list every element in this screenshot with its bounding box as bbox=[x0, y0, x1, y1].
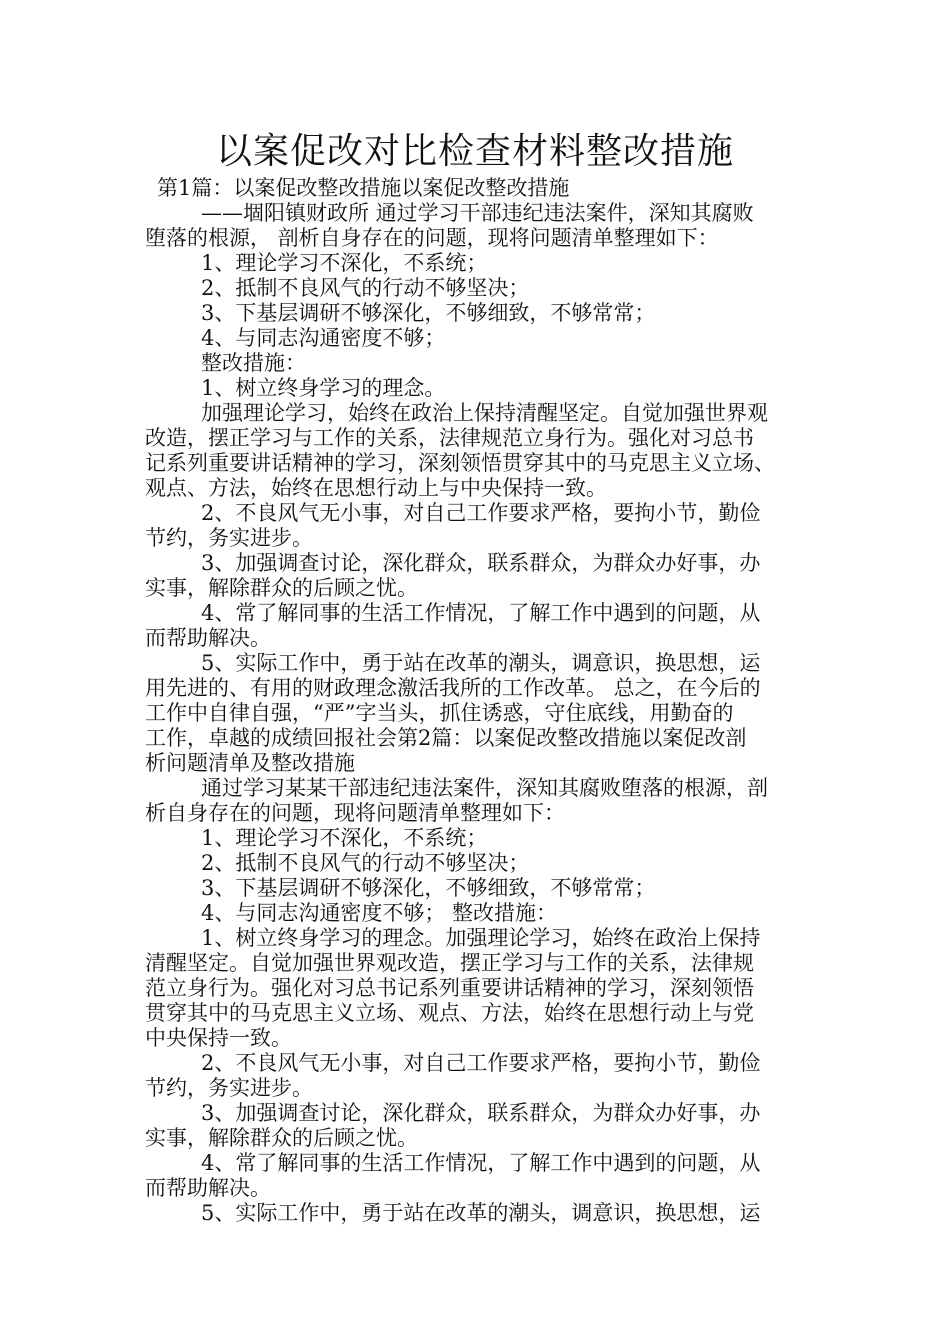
text-line: 工作，卓越的成绩回报社会第2篇：以案促改整改措施以案促改剖 bbox=[145, 726, 747, 750]
text-line: 加强理论学习，始终在政治上保持清醒坚定。自觉加强世界观 bbox=[201, 401, 768, 425]
text-line: 2、不良风气无小事，对自己工作要求严格，要拘小节，勤俭 bbox=[201, 1051, 761, 1075]
text-line: 整改措施： bbox=[201, 351, 306, 375]
section-heading-1: 第1篇：以案促改整改措施以案促改整改措施 bbox=[157, 176, 570, 200]
document-title: 以案促改对比检查材料整改措施 bbox=[215, 131, 734, 172]
text-line: 3、加强调查讨论，深化群众，联系群众，为群众办好事，办 bbox=[201, 1101, 761, 1125]
text-line: 改造，摆正学习与工作的关系，法律规范立身行为。强化对习总书 bbox=[145, 426, 754, 450]
text-line: 记系列重要讲话精神的学习，深刻领悟贯穿其中的马克思主义立场、 bbox=[145, 451, 775, 475]
text-line: 清醒坚定。自觉加强世界观改造，摆正学习与工作的关系，法律规 bbox=[145, 951, 754, 975]
text-line: 2、抵制不良风气的行动不够坚决； bbox=[201, 851, 530, 875]
text-line: 范立身行为。强化对习总书记系列重要讲话精神的学习，深刻领悟 bbox=[145, 976, 754, 1000]
text-line: 5、实际工作中，勇于站在改革的潮头，调意识，换思想，运 bbox=[201, 651, 761, 675]
text-line: 工作中自律自强，“严”字当头，抓住诱惑，守住底线，用勤奋的 bbox=[145, 701, 734, 725]
text-line: 而帮助解决。 bbox=[145, 626, 271, 650]
text-line: 5、实际工作中，勇于站在改革的潮头，调意识，换思想，运 bbox=[201, 1201, 761, 1225]
text-line: 析问题清单及整改措施 bbox=[145, 751, 355, 775]
text-line: 析自身存在的问题，现将问题清单整理如下： bbox=[145, 801, 565, 825]
text-line: 中央保持一致。 bbox=[145, 1026, 292, 1050]
text-line: 而帮助解决。 bbox=[145, 1176, 271, 1200]
text-line: 3、加强调查讨论，深化群众，联系群众，为群众办好事，办 bbox=[201, 551, 761, 575]
text-line: 4、常了解同事的生活工作情况，了解工作中遇到的问题，从 bbox=[201, 601, 761, 625]
text-line: 2、不良风气无小事，对自己工作要求严格，要拘小节，勤俭 bbox=[201, 501, 761, 525]
text-line: 4、与同志沟通密度不够； bbox=[201, 326, 446, 350]
text-line: 4、常了解同事的生活工作情况，了解工作中遇到的问题，从 bbox=[201, 1151, 761, 1175]
text-line: 1、理论学习不深化，不系统； bbox=[201, 251, 488, 275]
text-line: 节约，务实进步。 bbox=[145, 526, 313, 550]
text-line: 堕落的根源， 剖析自身存在的问题，现将问题清单整理如下： bbox=[145, 226, 719, 250]
text-line: 用先进的、有用的财政理念激活我所的工作改革。 总之，在今后的 bbox=[145, 676, 761, 700]
text-line: 实事，解除群众的后顾之忧。 bbox=[145, 1126, 418, 1150]
text-line: 节约，务实进步。 bbox=[145, 1076, 313, 1100]
text-line: 1、树立终身学习的理念。加强理论学习，始终在政治上保持 bbox=[201, 926, 761, 950]
text-line: 4、与同志沟通密度不够； 整改措施： bbox=[201, 901, 558, 925]
text-line: 1、理论学习不深化，不系统； bbox=[201, 826, 488, 850]
text-line: 实事，解除群众的后顾之忧。 bbox=[145, 576, 418, 600]
text-line: ——堌阳镇财政所 通过学习干部违纪违法案件，深知其腐败 bbox=[201, 201, 754, 225]
text-line: 3、下基层调研不够深化，不够细致，不够常常； bbox=[201, 301, 656, 325]
text-line: 贯穿其中的马克思主义立场、观点、方法，始终在思想行动上与党 bbox=[145, 1001, 754, 1025]
text-line: 2、抵制不良风气的行动不够坚决； bbox=[201, 276, 530, 300]
text-line: 3、下基层调研不够深化，不够细致，不够常常； bbox=[201, 876, 656, 900]
text-line: 观点、方法，始终在思想行动上与中央保持一致。 bbox=[145, 476, 607, 500]
text-line: 1、树立终身学习的理念。 bbox=[201, 376, 446, 400]
text-line: 通过学习某某干部违纪违法案件，深知其腐败堕落的根源，剖 bbox=[201, 776, 768, 800]
